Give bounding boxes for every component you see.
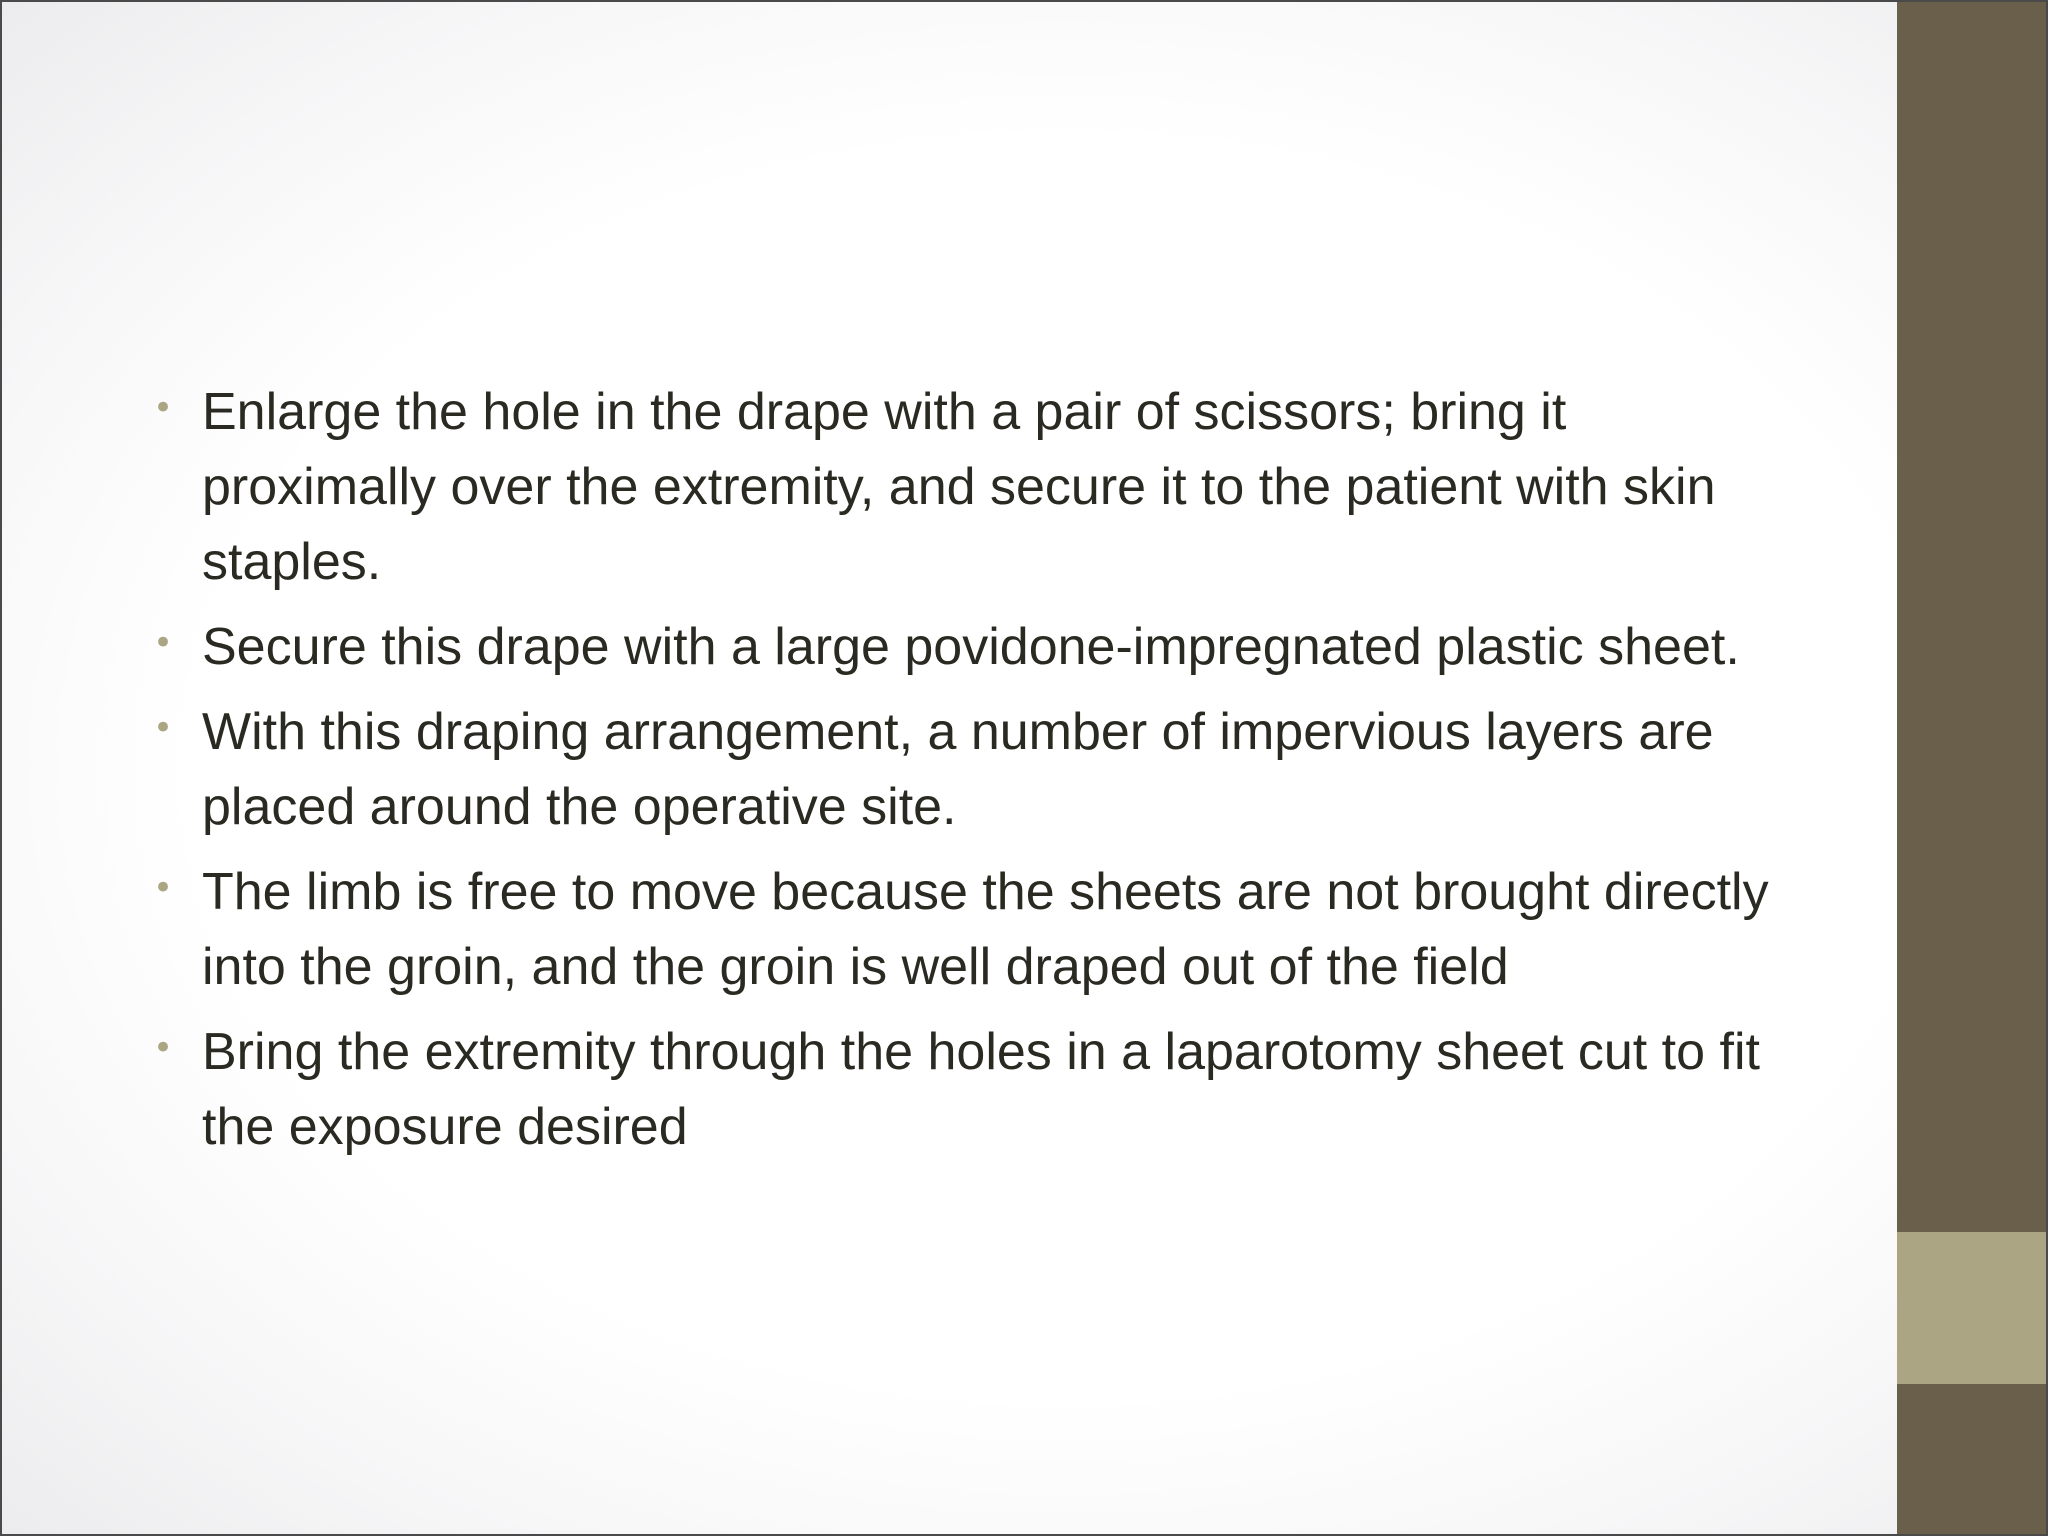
bullet-item	[147, 695, 1797, 845]
bullet-text: With this draping arrangement, a number of impervious layers are placed around the operative site.	[202, 703, 1714, 836]
bullet-icon: •	[153, 708, 174, 748]
bullet-item	[147, 375, 1797, 600]
bullet-icon: •	[153, 388, 174, 428]
bullet-text: The limb is free to move because the sheets are not brought directly into the groin, and the groin is well draped out of the field	[202, 863, 1769, 996]
side-decoration-accent	[1897, 1232, 2048, 1384]
bullet-item	[147, 610, 1797, 685]
bullet-item	[147, 1015, 1797, 1165]
bullet-icon: •	[153, 623, 174, 663]
bullet-icon: •	[153, 1028, 174, 1068]
bullet-text: Enlarge the hole in the drape with a pair of scissors; bring it proximally over the extremity, and secure it to the patient with skin staples.	[202, 383, 1716, 591]
bullet-list	[147, 375, 1797, 1175]
bullet-item	[147, 855, 1797, 1005]
bullet-text: Bring the extremity through the holes in a laparotomy sheet cut to fit the exposure desired	[202, 1023, 1760, 1156]
bullet-text: Secure this drape with a large povidone-impregnated plastic sheet.	[202, 618, 1740, 676]
bullet-icon: •	[153, 868, 174, 908]
